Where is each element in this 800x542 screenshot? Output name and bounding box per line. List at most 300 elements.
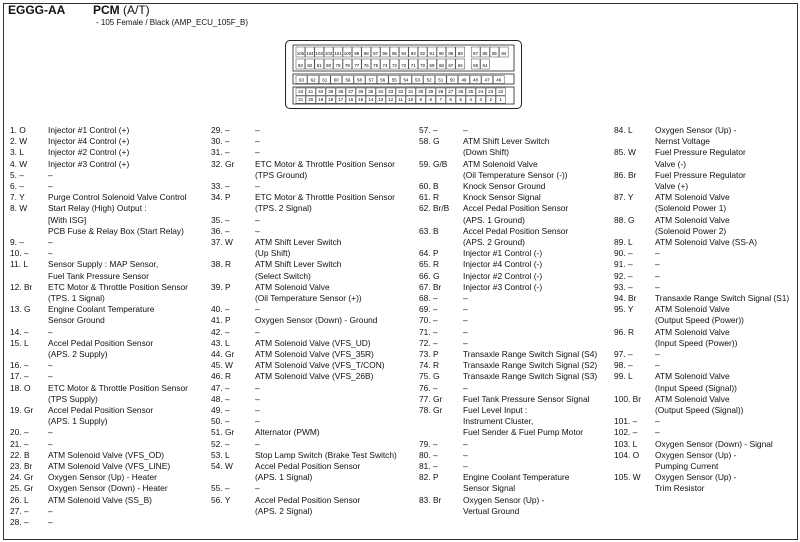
- connector-pin: [428, 59, 437, 69]
- pin-number: 50. –: [211, 416, 230, 427]
- pin-description: Sensor Signal: [463, 483, 516, 494]
- pin-description: Oxygen Sensor (Down) - Heater: [48, 483, 168, 494]
- connector-pin-label: 42: [298, 89, 304, 95]
- pin-description: ATM Solenoid Valve (VFS_26B): [255, 371, 374, 382]
- connector-pin-label: 48: [473, 77, 478, 83]
- pin-number: 19. Gr: [10, 405, 34, 415]
- connector-pin-label: 77: [354, 62, 360, 68]
- connector-pin: [466, 96, 475, 103]
- connector-pin: [366, 96, 375, 103]
- connector-pin: [426, 96, 435, 103]
- connector-pin: [315, 59, 324, 69]
- pin-number: 41. P: [211, 315, 231, 326]
- pin-number: 27. –: [10, 505, 29, 516]
- connector-pin: [386, 88, 395, 95]
- pin-number: 68. –: [419, 293, 438, 303]
- title-suffix: (A/T): [123, 3, 150, 17]
- pin-number: 63. B: [419, 225, 439, 236]
- connector-pin: [436, 96, 445, 103]
- pin-number: 77. Gr: [419, 393, 443, 404]
- pin-description: ATM Solenoid Valve (VFS_LINE): [48, 461, 171, 471]
- pin-number: 80. –: [419, 449, 438, 460]
- pin-number: 90. –: [614, 248, 633, 259]
- pin-number: 26. L: [10, 494, 29, 505]
- connector-pin: [436, 88, 445, 95]
- connector-pin-label: 7: [439, 97, 442, 103]
- connector-pin: [416, 88, 425, 95]
- connector-pin-label: 104: [306, 50, 314, 56]
- title-main: PCM: [93, 3, 120, 17]
- connector-pin: [362, 59, 371, 69]
- connector-pin-label: 58: [357, 77, 362, 83]
- pin-description: (TPS Supply): [48, 393, 98, 404]
- pin-description: ATM Solenoid Valve: [655, 393, 730, 404]
- connector-pin-label: 75: [373, 62, 379, 68]
- pin-description: –: [48, 181, 53, 191]
- connector-pin: [456, 47, 465, 57]
- pin-description: –: [48, 517, 53, 527]
- pin-description: ATM Solenoid Valve: [655, 192, 730, 203]
- connector-pin: [371, 47, 380, 57]
- connector-pin: [381, 59, 390, 69]
- pin-number: 99. L: [614, 371, 633, 382]
- pin-description: (Down Shift): [463, 147, 510, 158]
- connector-pin: [366, 88, 375, 95]
- pin-description: [With ISG]: [48, 214, 87, 225]
- pin-number: 36. –: [211, 225, 230, 236]
- pin-number: 100. Br: [614, 393, 642, 404]
- connector-pin-label: 4: [469, 97, 472, 103]
- connector-pin-label: 19: [318, 97, 324, 103]
- pin-description: –: [255, 483, 260, 494]
- connector-pin: [446, 88, 455, 95]
- connector-pin: [319, 76, 330, 84]
- connector-pin-label: 87: [473, 50, 479, 56]
- pin-description: (Output Speed (Power)): [655, 315, 744, 326]
- pin-number: 104. O: [614, 449, 640, 460]
- pin-description: ATM Shift Lever Switch: [463, 136, 550, 147]
- pin-number: 81. –: [419, 461, 438, 471]
- pin-number: 78. Gr: [419, 405, 443, 415]
- connector-pin-label: 18: [328, 97, 334, 103]
- pin-description: –: [655, 259, 660, 270]
- pin-description: –: [255, 405, 260, 415]
- connector-pin: [400, 76, 411, 84]
- pin-number: 91. –: [614, 259, 633, 270]
- connector-pin-label: 25: [468, 89, 474, 95]
- pin-description: –: [255, 416, 260, 427]
- connector-pin: [390, 59, 399, 69]
- connector-pin-label: 66: [457, 62, 463, 68]
- connector-pin: [456, 96, 465, 103]
- connector-pin: [352, 47, 361, 57]
- connector-diagram: [285, 40, 522, 109]
- pin-number: 43. L: [211, 337, 230, 348]
- pin-description: Fuel Level Input :: [463, 405, 528, 415]
- pin-description: ATM Solenoid Valve: [255, 281, 330, 292]
- connector-pin: [412, 76, 423, 84]
- connector-pin-label: 51: [438, 77, 444, 83]
- connector-pin-label: 50: [449, 77, 455, 83]
- connector-pin-label: 55: [391, 77, 397, 83]
- connector-pin: [315, 47, 324, 57]
- connector-pin: [486, 96, 495, 103]
- pin-description: –: [48, 248, 53, 259]
- connector-pin: [481, 59, 490, 69]
- pin-number: 92. –: [614, 270, 633, 281]
- connector-pin-label: 29: [428, 89, 434, 95]
- pin-description: –: [463, 382, 468, 393]
- pin-description: Injector #2 Control (-): [463, 270, 543, 281]
- pin-description: Sensor Supply : MAP Sensor,: [48, 259, 159, 270]
- pin-number: 52. –: [211, 438, 230, 449]
- pin-number: 5. –: [10, 169, 24, 180]
- connector-pin-grid: [286, 41, 521, 108]
- pin-number: 7. Y: [10, 192, 25, 203]
- connector-pin-label: 17: [338, 97, 344, 103]
- pin-number: 105. W: [614, 472, 641, 483]
- connector-pin-label: 38: [338, 89, 344, 95]
- connector-pin: [396, 96, 405, 103]
- connector-pin: [471, 59, 480, 69]
- connector-pin-label: 63: [299, 77, 304, 83]
- pin-description: Alternator (PWM): [255, 427, 320, 438]
- connector-pin-label: 46: [496, 77, 502, 83]
- pin-description: Start Relay (High) Output :: [48, 203, 147, 214]
- connector-pin-label: 93: [410, 50, 416, 56]
- connector-pin: [399, 47, 408, 57]
- pin-number: 10. –: [10, 248, 29, 259]
- pin-description: –: [655, 248, 660, 259]
- pin-description: (Input Speed (Power)): [655, 337, 738, 348]
- connector-pin: [305, 59, 314, 69]
- connector-pin: [406, 96, 415, 103]
- pin-description: ETC Motor & Throttle Position Sensor: [255, 158, 395, 169]
- pin-description: Transaxle Range Switch Signal (S2): [463, 360, 598, 371]
- pin-number: 1. O: [10, 125, 26, 135]
- pin-description: (APS. 1 Signal): [255, 472, 313, 483]
- connector-pin-label: 68: [438, 62, 444, 68]
- pin-description: Pumping Current: [655, 460, 719, 471]
- pin-number: 87. Y: [614, 192, 634, 203]
- connector-pin: [356, 88, 365, 95]
- connector-pin: [496, 96, 505, 103]
- pin-number: 54. W: [211, 461, 233, 471]
- pin-description: Fuel Tank Pressure Sensor: [48, 270, 149, 281]
- pin-description: –: [255, 225, 260, 236]
- connector-pin: [399, 59, 408, 69]
- pin-number: 6. –: [10, 181, 24, 191]
- connector-pin: [446, 59, 455, 69]
- pin-number: 14. –: [10, 326, 29, 337]
- connector-pin-label: 101: [334, 50, 342, 56]
- pin-number: 58. G: [419, 136, 440, 147]
- connector-pin: [343, 59, 352, 69]
- connector-pin-label: 85: [491, 50, 497, 56]
- connector-pin: [356, 96, 365, 103]
- connector-pin-label: 21: [298, 97, 304, 103]
- connector-pin-label: 91: [429, 50, 435, 56]
- pin-number: 75. G: [419, 371, 440, 382]
- connector-pin-label: 27: [448, 89, 454, 95]
- pin-number: 46. R: [211, 371, 232, 382]
- connector-pin-label: 72: [401, 62, 407, 68]
- connector-pin: [354, 76, 365, 84]
- pin-description: Transaxle Range Switch Signal (S3): [463, 371, 598, 382]
- pin-description: Accel Pedal Position Sensor: [48, 337, 154, 348]
- pin-description: Injector #4 Control (-): [463, 259, 543, 270]
- pin-number: 29. –: [211, 125, 230, 135]
- connector-pin: [336, 96, 345, 103]
- pin-description: Injector #4 Control (+): [48, 136, 130, 147]
- connector-pin-label: 14: [368, 97, 374, 103]
- pin-number: 42. –: [211, 326, 230, 337]
- pin-number: 98. –: [614, 360, 633, 371]
- pin-description: Injector #1 Control (+): [48, 125, 130, 135]
- pin-number: 3. L: [10, 147, 24, 158]
- connector-pin: [296, 96, 305, 103]
- connector-pin-label: 74: [382, 62, 388, 68]
- connector-pin-label: 79: [335, 62, 341, 68]
- pin-description: ETC Motor & Throttle Position Sensor: [48, 382, 188, 393]
- pin-number: 70. –: [419, 315, 438, 326]
- pin-description: PCB Fuse & Relay Box (Start Relay): [48, 225, 184, 236]
- connector-pin: [396, 88, 405, 95]
- pin-number: 101. –: [614, 416, 638, 427]
- pin-description: –: [255, 147, 260, 158]
- pin-description: ATM Shift Lever Switch: [255, 259, 342, 270]
- pin-description: ATM Solenoid Valve (SS_B): [48, 494, 152, 505]
- pin-description: –: [255, 326, 260, 337]
- connector-pin-label: 54: [403, 77, 409, 83]
- pin-description: Sensor Ground: [48, 315, 105, 326]
- pin-number: 60. B: [419, 181, 439, 191]
- connector-pin: [418, 47, 427, 57]
- connector-pin-label: 59: [345, 77, 351, 83]
- pin-number: 97. –: [614, 349, 633, 359]
- pin-number: 30. –: [211, 136, 230, 147]
- connector-pin-label: 23: [488, 89, 494, 95]
- pin-description: Vertual Ground: [463, 505, 520, 516]
- connector-pin-label: 82: [307, 62, 313, 68]
- connector-pin-label: 34: [378, 89, 384, 95]
- pin-description: ATM Solenoid Valve: [655, 304, 730, 315]
- pin-number: 45. W: [211, 360, 233, 371]
- pin-description: Knock Sensor Signal: [463, 192, 541, 203]
- connector-pin-label: 2: [489, 97, 492, 103]
- connector-pin-label: 71: [410, 62, 416, 68]
- connector-pin: [377, 76, 388, 84]
- pin-number: 65. R: [419, 259, 440, 270]
- pin-description: (Oil Temperature Sensor (-)): [463, 169, 568, 180]
- connector-pin-label: 22: [498, 89, 504, 95]
- pin-description: –: [48, 427, 53, 438]
- connector-pin: [336, 88, 345, 95]
- connector-pin-label: 61: [322, 77, 328, 83]
- pin-description: –: [48, 360, 53, 371]
- pin-description: –: [463, 337, 468, 348]
- connector-pin-label: 103: [315, 50, 323, 56]
- pin-number: 59. G/B: [419, 158, 448, 169]
- connector-pin: [316, 96, 325, 103]
- connector-pin-label: 90: [438, 50, 444, 56]
- connector-pin-label: 99: [354, 50, 360, 56]
- pin-description: –: [48, 326, 53, 337]
- connector-pin-label: 78: [344, 62, 350, 68]
- connector-pin: [437, 59, 446, 69]
- connector-pin-label: 41: [308, 89, 314, 95]
- connector-pin-label: 105: [296, 50, 305, 56]
- pin-number: 11. L: [10, 259, 29, 270]
- pin-description: (TPS. 1 Signal): [48, 292, 105, 303]
- connector-pin-label: 1: [499, 97, 502, 103]
- pin-description: (Solenoid Power 1): [655, 203, 727, 214]
- connector-pin-label: 94: [401, 50, 407, 56]
- pin-description: –: [255, 125, 260, 135]
- connector-pin-label: 39: [328, 89, 334, 95]
- pin-number: 66. G: [419, 270, 440, 281]
- pin-description: Fuel Pressure Regulator: [655, 147, 746, 158]
- connector-pin-label: 49: [461, 77, 467, 83]
- pin-description: ETC Motor & Throttle Position Sensor: [255, 192, 395, 203]
- pin-number: 13. G: [10, 304, 31, 315]
- connector-pin: [496, 88, 505, 95]
- document-code: EGGG-AA: [8, 3, 66, 17]
- pin-number: 84. L: [614, 125, 633, 135]
- pin-description: Transaxle Range Switch Signal (S4): [463, 349, 598, 359]
- pin-description: ATM Solenoid Valve: [655, 214, 730, 225]
- pin-description: Injector #3 Control (+): [48, 158, 130, 169]
- connector-pin-label: 89: [448, 50, 454, 56]
- pin-number: 32. Gr: [211, 158, 235, 169]
- pin-number: 17. –: [10, 371, 29, 382]
- connector-pin: [416, 96, 425, 103]
- connector-pin-label: 88: [457, 50, 463, 56]
- connector-pin-label: 84: [501, 50, 507, 56]
- pin-number: 79. –: [419, 438, 438, 449]
- connector-pin: [493, 76, 504, 84]
- connector-pin: [376, 88, 385, 95]
- connector-pin: [458, 76, 469, 84]
- pin-description: –: [463, 438, 468, 449]
- pin-description: –: [463, 461, 468, 471]
- connector-pin-label: 10: [408, 97, 414, 103]
- pin-description: –: [255, 438, 260, 449]
- connector-pin-label: 33: [388, 89, 394, 95]
- connector-pin-label: 76: [363, 62, 369, 68]
- pin-description: –: [463, 315, 468, 326]
- connector-pin-label: 64: [482, 62, 488, 68]
- pin-description: Oxygen Sensor (Up) -: [655, 472, 737, 483]
- pin-number: 94. Br: [614, 293, 637, 303]
- pin-number: 67. Br: [419, 281, 442, 292]
- pin-description: Engine Coolant Temperature: [463, 472, 570, 483]
- connector-pin-label: 16: [348, 97, 354, 103]
- connector-pin-label: 31: [408, 89, 414, 95]
- connector-pin: [481, 47, 490, 57]
- connector-pin: [352, 59, 361, 69]
- connector-pin-label: 28: [438, 89, 444, 95]
- connector-pin: [326, 96, 335, 103]
- pin-number: 73. P: [419, 349, 439, 359]
- page-title: [93, 3, 150, 17]
- pin-number: 72. –: [419, 337, 438, 348]
- connector-pin-label: 102: [324, 50, 333, 56]
- connector-pin: [346, 96, 355, 103]
- connector-pin: [334, 47, 343, 57]
- pin-description: Oxygen Sensor (Up) -: [655, 125, 737, 135]
- pin-number: 55. –: [211, 483, 230, 494]
- connector-pin: [331, 76, 342, 84]
- connector-pin: [362, 47, 371, 57]
- pin-number: 25. Gr: [10, 483, 34, 494]
- pin-description: (Oil Temperature Sensor (+)): [255, 292, 362, 303]
- pin-description: –: [463, 125, 468, 135]
- pin-description: –: [655, 416, 660, 427]
- connector-pin-label: 57: [368, 77, 374, 83]
- pin-description: –: [48, 371, 53, 382]
- pin-number: 39. P: [211, 281, 231, 292]
- connector-pin: [381, 47, 390, 57]
- pin-description: –: [655, 270, 660, 281]
- pin-description: (APS. 2 Supply): [48, 348, 108, 359]
- connector-pin: [342, 76, 353, 84]
- pin-description: –: [255, 393, 260, 404]
- connector-pin-label: 92: [420, 50, 426, 56]
- pin-description: –: [48, 438, 53, 449]
- pin-description: (APS. 2 Signal): [255, 505, 313, 516]
- pin-description: Accel Pedal Position Sensor: [463, 203, 569, 214]
- pin-number: 89. L: [614, 237, 633, 247]
- connector-pin-label: 40: [318, 89, 324, 95]
- pin-description: (TPS Ground): [255, 169, 308, 180]
- pin-number: 15. L: [10, 337, 29, 348]
- pin-number: 35. –: [211, 214, 230, 225]
- pin-description: Transaxle Range Switch Signal (S1): [655, 293, 790, 303]
- pin-number: 44. Gr: [211, 349, 235, 359]
- connector-pin-label: 56: [380, 77, 386, 83]
- connector-pin: [446, 96, 455, 103]
- pin-description: Accel Pedal Position Sensor: [48, 405, 154, 415]
- pin-description: –: [255, 382, 260, 393]
- connector-pin: [418, 59, 427, 69]
- pin-description: –: [655, 281, 660, 292]
- connector-pin: [437, 47, 446, 57]
- connector-pin: [296, 76, 307, 84]
- connector-pin-label: 3: [479, 97, 482, 103]
- connector-pin: [446, 47, 455, 57]
- pin-description: –: [255, 136, 260, 147]
- pin-description: –: [463, 449, 468, 460]
- pin-number: 51. Gr: [211, 427, 235, 438]
- pin-number: 8. W: [10, 203, 28, 214]
- connector-pin: [456, 59, 465, 69]
- connector-pin-label: 52: [426, 77, 432, 83]
- pin-number: 69. –: [419, 304, 438, 315]
- pin-description: Oxygen Sensor (Up) -: [463, 494, 545, 505]
- pin-description: –: [655, 360, 660, 371]
- pin-number: 16. –: [10, 360, 29, 371]
- pin-description: –: [655, 427, 660, 438]
- connector-pin: [428, 47, 437, 57]
- pin-description: –: [255, 214, 260, 225]
- pin-description: ETC Motor & Throttle Position Sensor: [48, 281, 188, 292]
- pin-description: Oxygen Sensor (Up) - Heater: [48, 472, 157, 483]
- pin-description: Purge Control Solenoid Valve Control: [48, 192, 187, 203]
- pin-description: ATM Solenoid Valve: [655, 371, 730, 382]
- connector-pin: [390, 47, 399, 57]
- pin-description: Oxygen Sensor (Down) - Ground: [255, 315, 378, 326]
